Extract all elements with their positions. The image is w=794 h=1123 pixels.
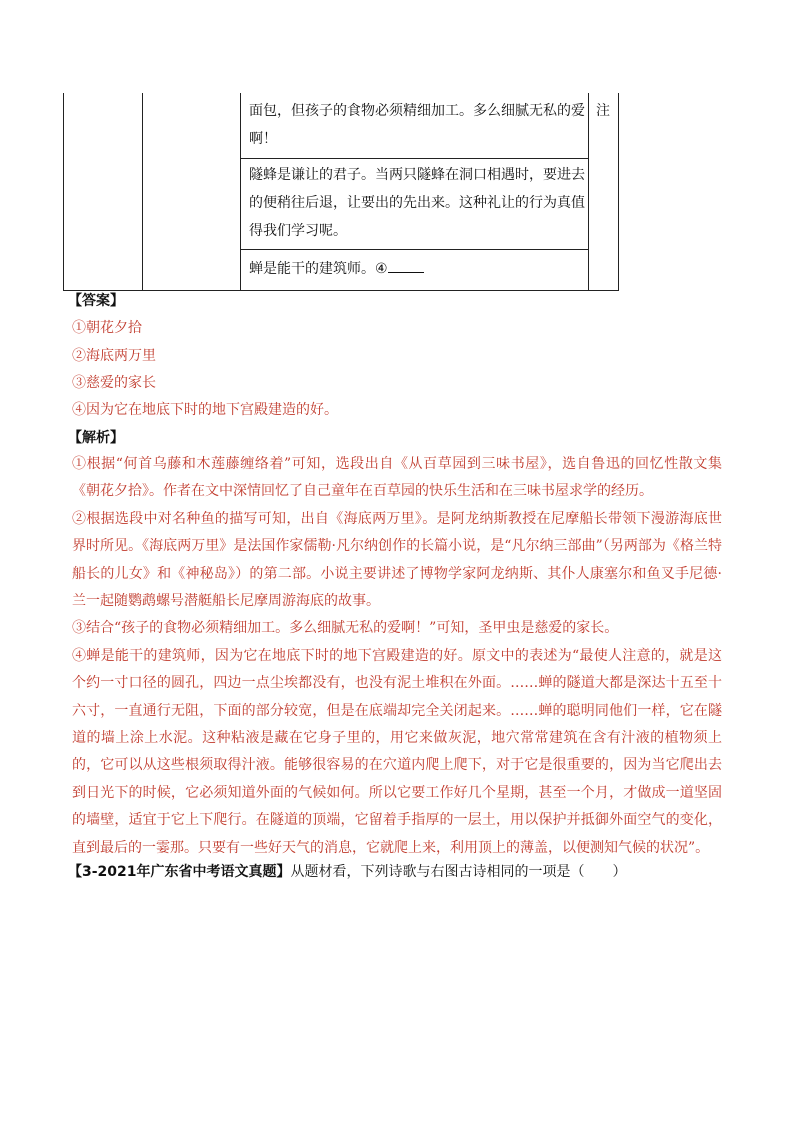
analysis-body [72, 451, 722, 862]
analysis-heading: 【解析】 [68, 430, 124, 446]
table-border-col1 [142, 93, 143, 291]
question-text: 从题材看，下列诗歌与右图古诗相同的一项是（ ） [290, 864, 627, 880]
answer-heading: 【答案】 [68, 293, 124, 309]
table-cell-cicada-text [249, 255, 585, 283]
answer-item-3: ③慈爱的家长 [72, 375, 156, 391]
table-row-divider-2 [240, 249, 588, 250]
table-border-col2 [240, 93, 241, 291]
question-source: 【3-2021年广东省中考语文真题】 [68, 864, 291, 880]
table-border-bottom [63, 290, 619, 291]
table-row-divider-1 [240, 158, 588, 159]
table-border-col3 [588, 93, 589, 291]
answer-item-4: ④因为它在地底下时的地下宫殿建造的好。 [72, 402, 338, 418]
table-border-right [618, 93, 619, 291]
table-border-left [63, 93, 64, 291]
answer-item-1: ①朝花夕拾 [72, 320, 142, 336]
analysis-paragraph-3: ③结合“孩子的食物必须精细加工。多么细腻无私的爱啊！”可知，圣甲虫是慈爱的家长。 [72, 620, 619, 637]
cicada-statement: 蝉是能干的建筑师。④ [249, 261, 388, 277]
table-cell-side-note: 注 [596, 103, 610, 119]
analysis-paragraph-2: ②根据选段中对名种鱼的描写可知，出自《海底两万里》。是阿龙纳斯教授在尼摩船长带领下漫游海底世界时所见。《海底两万里》是法国作家儒勒·凡尔纳创作的长篇小说，是“凡尔纳三部曲”（另两部为《格兰特船长的儿女》和《神秘岛》）的第二部。小说主要讲述了博物学家阿龙纳斯、其仆人康塞尔和鱼叉手尼德·兰一起随鹦鹉螺号潜艇船长尼摩周游海底的故事。 [72, 510, 722, 610]
answer-item-2: ②海底两万里 [72, 348, 156, 364]
analysis-paragraph-4: ④蝉是能干的建筑师，因为它在地底下时的地下宫殿建造的好。原文中的表述为“最使人注意的，就是这个约一寸口径的圆孔，四边一点尘埃都没有，也没有泥土堆积在外面。……蝉的隧道大都是深达十五至十六寸，一直通行无阻，下面的部分较宽，但是在底端却完全关闭起来。……蝉的聪明同他们一样，它在隧道的墙上涂上水泥。这种粘液是藏在它身子里的，用它来做灰泥，地穴常常建筑在含有汁液的植物须上的，它可以从这些根须取得汁液。能够很容易的在穴道内爬上爬下，对于它是很重要的，因为当它爬出去到日光下的时候，它必须知道外面的气候如何。所以它要工作好几个星期，甚至一个月，才做成一道坚固的墙壁，适宜于它上下爬行。在隧道的顶端，它留着手指厚的一层土，用以保护并抵御外面空气的变化，直到最后的一霎那。只要有一些好天气的消息，它就爬上来，利用顶上的薄盖，以便测知气候的状况”。 [72, 647, 722, 856]
reading-table [63, 93, 619, 291]
fill-blank-4 [388, 258, 424, 273]
table-cell-bee-text: 隧蜂是谦让的君子。当两只隧蜂在洞口相遇时，要进去的便稍往后退，让要出的先出来。这种礼让的行为真值得我们学习呢。 [249, 167, 585, 239]
analysis-paragraph-1: ①根据“何首乌藤和木莲藤缠络着”可知，选段出自《从百草园到三味书屋》，选自鲁迅的回忆性散文集《朝花夕拾》。作者在文中深情回忆了自己童年在百草园的快乐生活和在三味书屋求学的经历。 [72, 456, 722, 500]
table-cell-bread-text: 面包，但孩子的食物必须精细加工。多么细腻无私的爱啊！ [249, 103, 585, 147]
next-question [68, 861, 627, 883]
